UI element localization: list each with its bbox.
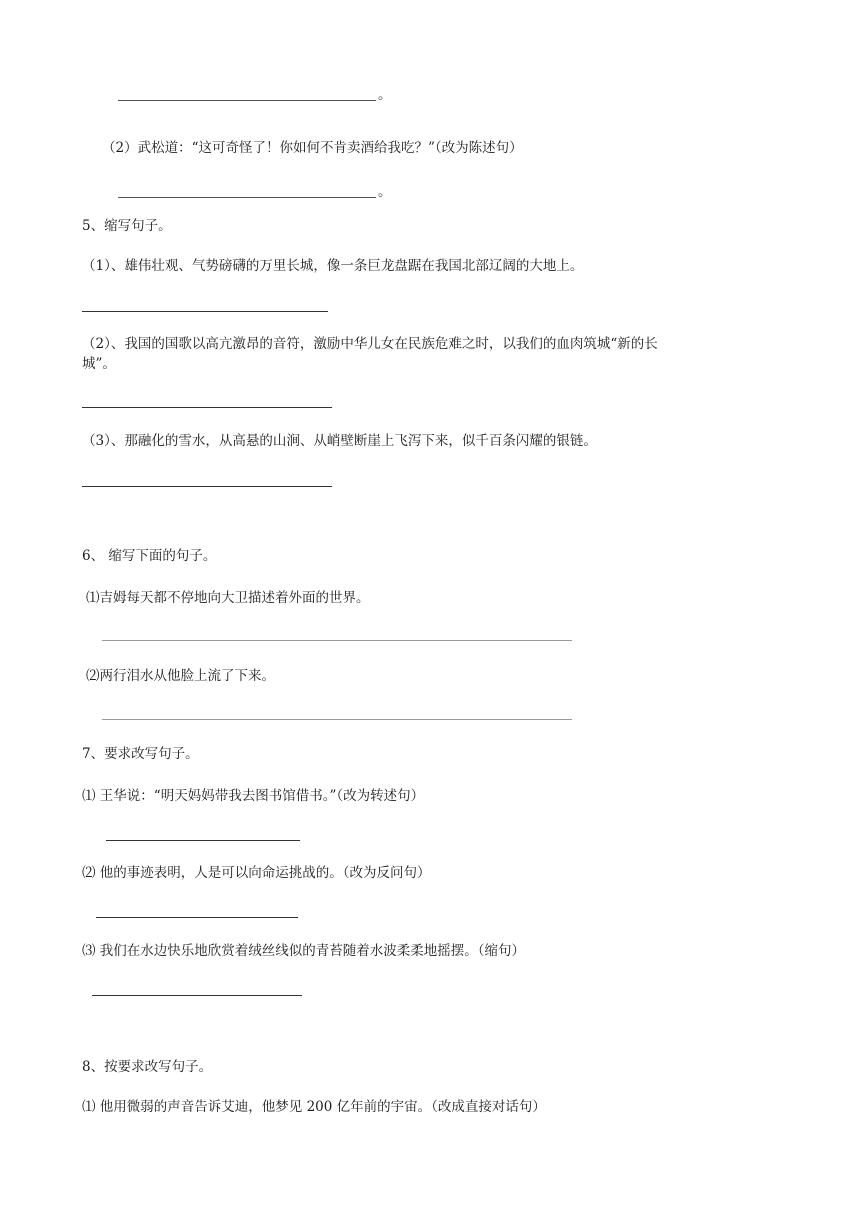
answer-line-7-1[interactable] [106,840,300,841]
q5-item-2: （2）、我国的国歌以高亢激昂的音符，激励中华儿女在民族危难之时，以我们的血肉筑城“新的长 [82,336,658,352]
q8-item-1: ⑴ 他用微弱的声音告诉艾迪，他梦见 200 亿年前的宇宙。（改成直接对话句） [82,1099,546,1115]
q5-title: 5、缩写句子。 [82,218,172,234]
q5-item-1: （1）、雄伟壮观、气势磅礴的万里长城，像一条巨龙盘踞在我国北部辽阔的大地上。 [82,258,584,274]
answer-line-6-1[interactable] [102,640,572,641]
q5-item-3: （3）、那融化的雪水，从高悬的山涧、从峭壁断崖上飞泻下来，似千百条闪耀的银链。 [82,433,597,449]
answer-blank[interactable] [118,187,376,198]
answer-blank[interactable] [118,90,376,101]
q4-item-2: （2）武松道：“这可奇怪了！你如何不肯卖酒给我吃？”（改为陈述句） [102,140,523,156]
answer-line-5-1[interactable] [82,311,328,312]
answer-line-4-2[interactable] [118,183,392,201]
q7-item-1: ⑴ 王华说：“明天妈妈带我去图书馆借书。”（改为转述句） [82,788,425,804]
answer-line-6-2[interactable] [102,719,572,720]
period-mark: 。 [378,184,392,200]
answer-line-4-1[interactable] [118,86,392,104]
q7-item-3: ⑶ 我们在水边快乐地欣赏着绒丝线似的青苔随着水波柔柔地摇摆。（缩句） [82,943,526,959]
q7-item-2: ⑵ 他的事迹表明，人是可以向命运挑战的。（改为反问句） [82,865,431,881]
q6-item-2: ⑵两行泪水从他脸上流了下来。 [86,668,275,684]
answer-line-5-3[interactable] [82,486,332,487]
q5-item-2-cont: 城”。 [82,356,116,372]
answer-line-7-3[interactable] [92,995,302,996]
q8-title: 8、按要求改写句子。 [82,1059,213,1075]
answer-line-7-2[interactable] [96,917,298,918]
q6-title: 6、 缩写下面的句子。 [82,548,217,564]
answer-line-5-2[interactable] [82,407,332,408]
q7-title: 7、要求改写句子。 [82,746,199,762]
q6-item-1: ⑴吉姆每天都不停地向大卫描述着外面的世界。 [86,590,370,606]
period-mark: 。 [378,87,392,103]
